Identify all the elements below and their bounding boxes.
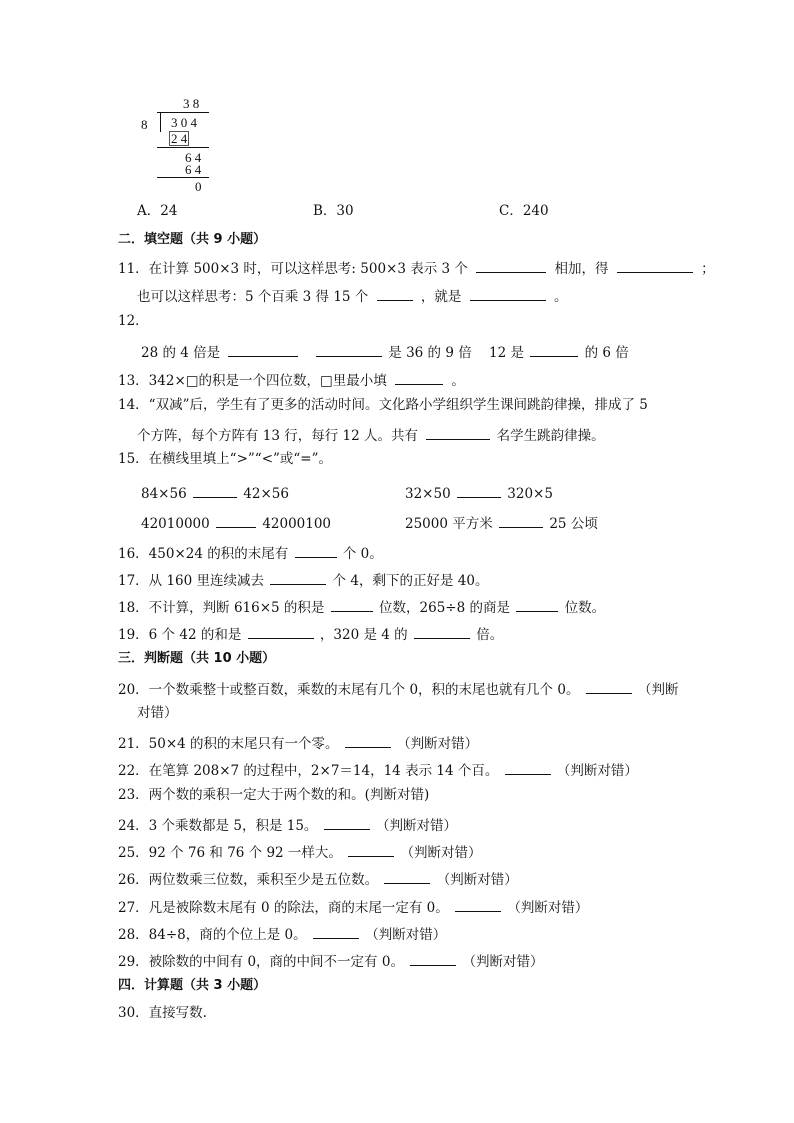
answer-blank[interactable] [270, 571, 326, 585]
option-a: A．24 [137, 203, 178, 219]
question-30: 30．直接写数. [118, 1005, 207, 1021]
question-17 [118, 571, 488, 589]
q19-text-b: ，320 是 4 的 [319, 627, 408, 643]
q29-text: 29．被除数的中间有 0，商的中间不一定有 0。 [118, 954, 404, 970]
q19-text-a: 19．6 个 42 的和是 [118, 627, 242, 643]
judge-label: （判断对错） [507, 900, 589, 916]
answer-blank[interactable] [457, 484, 501, 498]
answer-blank[interactable] [414, 625, 470, 639]
q11-text-e: ，就是 [420, 289, 462, 305]
section-3-title: 三．判断题（共 10 小题） [118, 651, 276, 666]
q21-text: 21．50×4 的积的末尾只有一个零。 [118, 736, 339, 752]
q25-text: 25．92 个 76 和 76 个 92 一样大。 [118, 845, 342, 861]
judge-label: （判断对错） [556, 763, 638, 779]
q15-c3a: 42010000 [141, 516, 210, 532]
question-25 [118, 843, 482, 861]
q15-c1a: 84×56 [141, 486, 187, 502]
question-14: 14．“双减”后，学生有了更多的活动时间。文化路小学组织学生课间跳韵律操，排成了 5 [118, 397, 648, 413]
judge-label: （判断对错） [376, 818, 458, 834]
answer-blank[interactable] [377, 287, 413, 301]
q17-text-b: 个 4，剩下的正好是 40。 [332, 573, 489, 589]
q16-text-b: 个 0。 [342, 546, 383, 562]
q12-part1 [141, 343, 298, 361]
q22-text: 22．在笔算 208×7 的过程中，2×7＝14，14 表示 14 个百。 [118, 763, 499, 779]
q28-text: 28．84÷8，商的个位上是 0。 [118, 927, 307, 943]
ld-dividend: 3 0 4 [171, 115, 197, 130]
ld-subtract2: 6 4 [185, 162, 202, 177]
q11-text-a: 11．在计算 500×3 时，可以这样思考: 500×3 表示 3 个 [118, 261, 468, 277]
answer-blank[interactable] [295, 544, 337, 558]
q15-c4a: 25000 平方米 [405, 516, 493, 532]
question-13 [118, 371, 465, 389]
q15-c3b: 42000100 [262, 516, 332, 532]
answer-blank[interactable] [193, 484, 237, 498]
question-28 [118, 925, 446, 943]
answer-blank[interactable] [348, 843, 394, 857]
answer-blank[interactable] [331, 598, 373, 612]
question-15: 15．在横线里填上“>”“<”或“=”。 [118, 451, 333, 467]
q11-text-f: 。 [554, 289, 568, 305]
question-21 [118, 734, 478, 752]
ld-line2 [157, 177, 209, 178]
q20-text-b: （判断 [638, 682, 679, 698]
ld-subtract1: 2 4 [171, 131, 188, 146]
ld-divisor: 8 [141, 117, 148, 132]
section-4-title: 四．计算题（共 3 小题） [118, 978, 267, 993]
q26-text: 26．两位数乘三位数，乘积至少是五位数。 [118, 872, 379, 888]
option-b: B．30 [313, 203, 354, 219]
judge-label: （判断对错） [397, 736, 479, 752]
q20-text-a: 20．一个数乘整十或整百数，乘数的末尾有几个 0，积的末尾也就有几个 0。 [118, 682, 580, 698]
answer-blank[interactable] [530, 343, 578, 357]
q18-text-c: 位数。 [564, 600, 606, 616]
answer-blank[interactable] [505, 761, 551, 775]
answer-blank[interactable] [316, 343, 382, 357]
q13-text-a: 13．342×□的积是一个四位数，□里最小填 [118, 373, 387, 389]
ld-bar [157, 112, 209, 113]
answer-blank[interactable] [476, 259, 546, 273]
q15-compare-4 [405, 514, 598, 532]
q15-compare-2 [405, 484, 553, 502]
question-14-line2 [137, 426, 605, 444]
option-c: C．240 [499, 203, 549, 219]
answer-blank[interactable] [324, 816, 370, 830]
question-24 [118, 816, 457, 834]
judge-label: （判断对错） [436, 872, 518, 888]
question-23: 23．两个数的乘积一定大于两个数的和。(判断对错) [118, 787, 430, 803]
question-11-line2 [137, 287, 568, 305]
q19-text-c: 倍。 [476, 627, 504, 643]
q17-text-a: 17．从 160 里连续减去 [118, 573, 265, 589]
ld-remainder1: 6 4 [185, 150, 202, 165]
answer-blank[interactable] [410, 952, 456, 966]
question-19 [118, 625, 503, 643]
q12-part2 [316, 343, 472, 361]
q12-part3 [489, 343, 629, 361]
answer-blank[interactable] [216, 514, 256, 528]
judge-label: （判断对错） [462, 954, 544, 970]
question-11 [118, 259, 715, 277]
question-16 [118, 544, 383, 562]
q14-text-b1: 个方阵，每个方阵有 13 行，每行 12 人。共有 [137, 428, 419, 444]
answer-blank[interactable] [384, 870, 430, 884]
q15-c4b: 25 公顷 [549, 516, 598, 532]
ld-quotient: 3 8 [183, 96, 200, 111]
answer-blank[interactable] [395, 371, 443, 385]
section-2-title: 二．填空题（共 9 小题） [118, 232, 267, 247]
judge-label: （判断对错） [400, 845, 482, 861]
q12-p2-text: 是 36 的 9 倍 [388, 345, 472, 361]
q12-p3a-text: 12 是 [489, 345, 524, 361]
question-27 [118, 898, 588, 916]
answer-blank[interactable] [586, 680, 632, 694]
q12-p3b-text: 的 6 倍 [584, 345, 629, 361]
q15-c1b: 42×56 [243, 486, 289, 502]
q14-text-b2: 名学生跳韵律操。 [496, 428, 605, 444]
answer-blank[interactable] [228, 343, 298, 357]
ld-final: 0 [195, 179, 202, 194]
q15-c2a: 32×50 [405, 486, 451, 502]
q27-text: 27．凡是被除数末尾有 0 的除法，商的末尾一定有 0。 [118, 900, 449, 916]
q24-text: 24．3 个乘数都是 5，积是 15。 [118, 818, 318, 834]
question-20 [118, 680, 679, 698]
q18-text-a: 18．不计算，判断 616×5 的积是 [118, 600, 325, 616]
q16-text-a: 16．450×24 的积的末尾有 [118, 546, 289, 562]
q15-compare-3 [141, 514, 331, 532]
q15-c2b: 320×5 [507, 486, 553, 502]
q15-compare-1 [141, 484, 289, 502]
question-22 [118, 761, 638, 779]
q11-text-b: 相加，得 [554, 261, 609, 277]
answer-blank[interactable] [455, 898, 501, 912]
answer-blank[interactable] [313, 925, 359, 939]
q13-text-b: 。 [451, 373, 465, 389]
answer-blank[interactable] [499, 514, 543, 528]
question-18 [118, 598, 605, 616]
question-26 [118, 870, 518, 888]
q12-p1-text: 28 的 4 倍是 [141, 345, 221, 361]
judge-label: （判断对错） [365, 927, 447, 943]
answer-blank[interactable] [470, 287, 546, 301]
answer-blank[interactable] [617, 259, 693, 273]
ld-line1 [157, 147, 209, 148]
answer-blank[interactable] [426, 426, 490, 440]
answer-blank[interactable] [516, 598, 558, 612]
ld-bracket [160, 112, 161, 132]
answer-blank[interactable] [248, 625, 314, 639]
q18-text-b: 位数，265÷8 的商是 [379, 600, 510, 616]
q11-text-d: 也可以这样思考：5 个百乘 3 得 15 个 [137, 289, 369, 305]
question-12: 12． [118, 313, 149, 329]
question-29 [118, 952, 544, 970]
answer-blank[interactable] [345, 734, 391, 748]
q11-text-c: ； [701, 261, 715, 277]
question-20-line2: 对错） [137, 705, 178, 721]
